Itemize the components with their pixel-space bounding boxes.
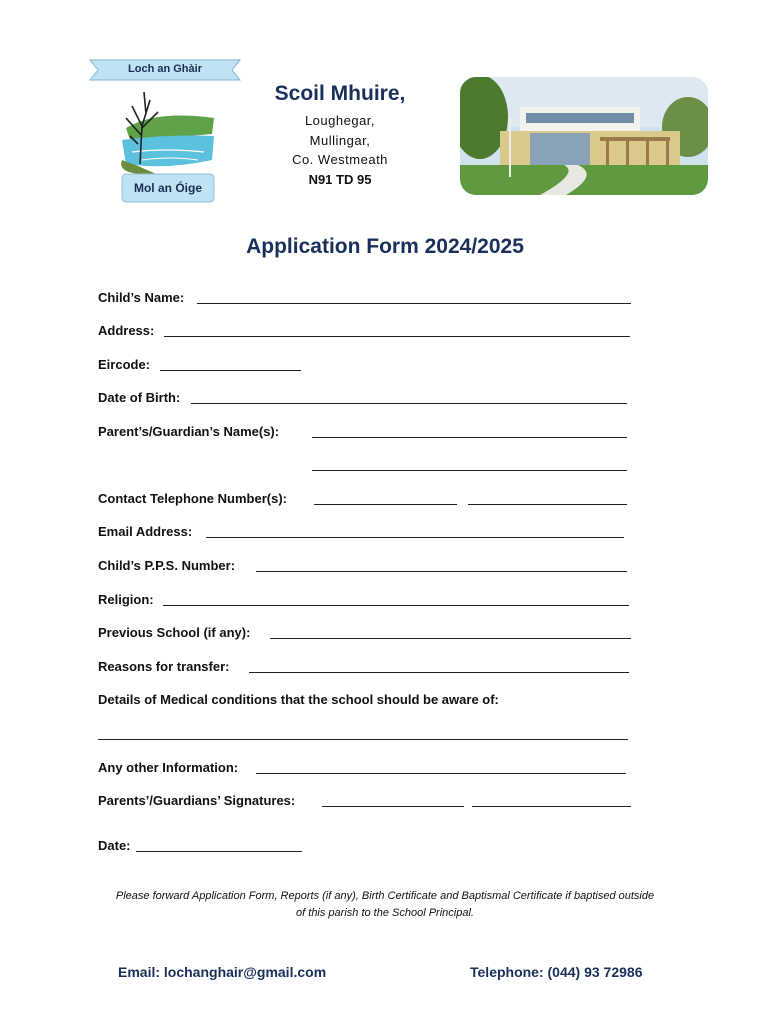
medical-label: Details of Medical conditions that the school should be aware of: [98,692,499,707]
contact-numbers-label: Contact Telephone Number(s): [98,491,287,506]
email-label: Email Address: [98,524,193,539]
signature-line-2[interactable] [472,806,631,807]
footer-email: Email: lochanghair@gmail.com [118,964,327,980]
school-building-photo [460,77,708,195]
date-of-birth-line[interactable] [191,403,627,404]
address-line-2: Mullingar, [309,133,371,148]
religion-label: Religion: [98,592,154,607]
date-of-birth-label: Date of Birth: [98,390,181,405]
previous-school-line[interactable] [270,638,631,639]
address-line[interactable] [164,336,630,337]
eircode-label: Eircode: [98,357,151,372]
signature-line-1[interactable] [322,806,464,807]
pps-label: Child’s P.P.S. Number: [98,558,236,573]
school-building-image-icon [460,77,708,195]
reasons-label: Reasons for transfer: [98,659,230,674]
child-name-line[interactable] [197,303,631,304]
pps-line[interactable] [256,571,627,572]
other-info-line[interactable] [256,773,626,774]
date-line[interactable] [136,851,302,852]
signatures-label: Parents’/Guardians’ Signatures: [98,793,296,808]
school-logo [86,56,244,206]
logo-top-banner: Loch an Ghàir [128,63,202,75]
child-name-label: Child’s Name: [98,290,185,305]
parents-names-line-1[interactable] [312,437,627,438]
contact-number-line-2[interactable] [468,504,627,505]
address-label: Address: [98,323,155,338]
contact-number-line-1[interactable] [314,504,457,505]
religion-line[interactable] [163,605,629,606]
email-line[interactable] [206,537,624,538]
previous-school-label: Previous School (if any): [98,625,251,640]
date-label: Date: [98,838,131,853]
school-name: Scoil Mhuire, [274,82,406,105]
logo-bottom-banner: Mol an Óige [133,181,202,195]
eircode-line[interactable] [160,370,301,371]
other-info-label: Any other Information: [98,760,239,775]
reasons-line[interactable] [249,672,629,673]
medical-line[interactable] [98,739,628,740]
form-title: Application Form 2024/2025 [246,235,524,258]
submission-note: Please forward Application Form, Reports (if any), Birth Certificate and Baptismal Certificate if baptised outside of this parish to the School Principal. [115,890,655,919]
footer-telephone: Telephone: (044) 93 72986 [470,964,643,980]
parents-names-line-2[interactable] [312,470,627,471]
parents-names-label: Parent’s/Guardian’s Name(s): [98,424,280,439]
address-line-3: Co. Westmeath [292,152,388,167]
address-eircode: N91 TD 95 [308,172,372,187]
address-line-1: Loughegar, [304,113,376,128]
